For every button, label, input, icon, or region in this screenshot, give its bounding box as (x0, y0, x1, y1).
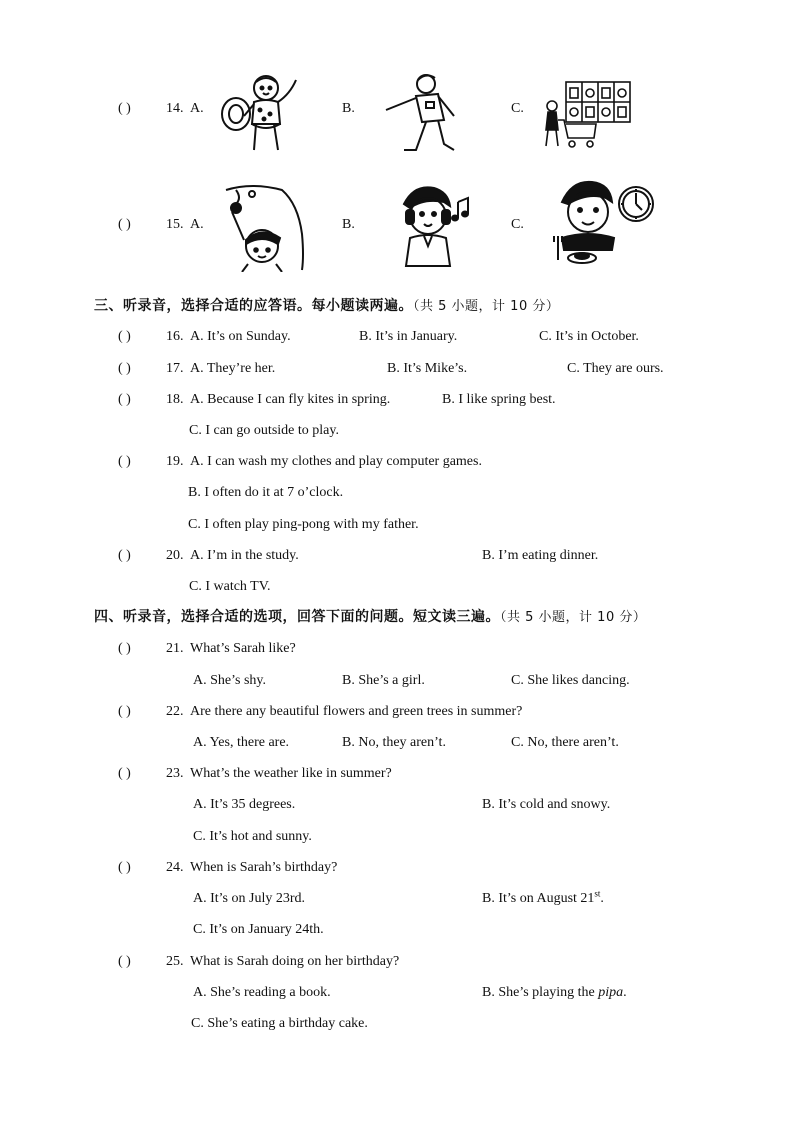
question-number: 19. (166, 454, 184, 469)
option-a[interactable]: A. It’s 35 degrees. (193, 797, 296, 812)
question-number: 15. (166, 217, 184, 232)
shopping-illustration[interactable] (540, 80, 632, 150)
option-c[interactable]: C. No, there aren’t. (511, 735, 619, 750)
option-b-end: . (623, 985, 627, 1000)
picking-fruit-illustration[interactable] (222, 184, 308, 272)
question-text: What’s the weather like in summer? (190, 766, 392, 781)
option-b-superscript: st (594, 888, 601, 899)
question-text: What’s Sarah like? (190, 641, 296, 656)
question-number: 23. (166, 766, 184, 781)
option-c[interactable]: C. She’s eating a birthday cake. (191, 1016, 368, 1031)
question-text: When is Sarah’s birthday? (190, 860, 338, 875)
option-a[interactable]: A. I can wash my clothes and play computer games. (190, 454, 482, 469)
option-b[interactable]: B. I’m eating dinner. (482, 548, 599, 563)
option-label-b: B. (342, 217, 355, 232)
answer-blank[interactable]: ( ) (118, 860, 131, 875)
option-c[interactable]: C. I often play ping-pong with my father. (188, 517, 419, 532)
answer-blank[interactable]: ( ) (118, 392, 131, 407)
option-b[interactable]: B. No, they aren’t. (342, 735, 446, 750)
question-number: 21. (166, 641, 184, 656)
question-number: 17. (166, 361, 184, 376)
answer-blank[interactable]: ( ) (118, 548, 131, 563)
option-c[interactable]: C. It’s in October. (539, 329, 639, 344)
option-c[interactable]: C. It’s on January 24th. (193, 922, 324, 937)
option-a[interactable]: A. They’re her. (190, 361, 276, 376)
listening-music-illustration[interactable] (394, 184, 474, 270)
option-label-a: A. (190, 101, 204, 116)
option-b-italic-word: pipa (598, 985, 624, 1000)
option-label-c: C. (511, 101, 524, 116)
answer-blank[interactable]: ( ) (118, 766, 131, 781)
answer-blank[interactable]: ( ) (118, 954, 131, 969)
option-b[interactable] (482, 985, 627, 1001)
option-a[interactable]: A. Because I can fly kites in spring. (190, 392, 391, 407)
section-4-title (94, 609, 646, 626)
question-number: 18. (166, 392, 184, 407)
question-number: 20. (166, 548, 184, 563)
option-b-text: B. It’s on August 21 (482, 891, 595, 906)
section-3-title (94, 298, 559, 315)
answer-blank[interactable]: ( ) (118, 217, 131, 232)
option-b-end: . (600, 891, 604, 906)
option-b[interactable]: B. She’s a girl. (342, 673, 425, 688)
option-a[interactable]: A. She’s shy. (193, 673, 266, 688)
question-number: 24. (166, 860, 184, 875)
walking-man-illustration[interactable] (382, 72, 462, 154)
option-a[interactable]: A. Yes, there are. (193, 735, 290, 750)
option-label-c: C. (511, 217, 524, 232)
option-b[interactable] (482, 888, 604, 907)
option-a[interactable]: A. I’m in the study. (190, 548, 299, 563)
answer-blank[interactable]: ( ) (118, 329, 131, 344)
option-b-text: B. She’s playing the (482, 985, 595, 1000)
option-c[interactable]: C. I watch TV. (189, 579, 271, 594)
option-label-b: B. (342, 101, 355, 116)
option-c[interactable]: C. I can go outside to play. (189, 423, 339, 438)
option-b[interactable]: B. It’s Mike’s. (387, 361, 468, 376)
option-b[interactable]: B. I often do it at 7 o’clock. (188, 485, 344, 500)
option-b[interactable]: B. It’s in January. (359, 329, 458, 344)
option-c[interactable]: C. She likes dancing. (511, 673, 630, 688)
question-number: 22. (166, 704, 184, 719)
question-number: 25. (166, 954, 184, 969)
option-a[interactable]: A. It’s on July 23rd. (193, 891, 305, 906)
swimming-child-illustration[interactable] (218, 72, 304, 154)
answer-blank[interactable]: ( ) (118, 641, 131, 656)
question-number: 16. (166, 329, 184, 344)
option-c[interactable]: C. It’s hot and sunny. (193, 829, 312, 844)
answer-blank[interactable]: ( ) (118, 101, 131, 116)
option-a[interactable]: A. It’s on Sunday. (190, 329, 291, 344)
option-label-a: A. (190, 217, 204, 232)
question-text: What is Sarah doing on her birthday? (190, 954, 400, 969)
section-3-score-note: （共 5 小题，计 10 分） (413, 299, 560, 314)
option-b[interactable]: B. It’s cold and snowy. (482, 797, 611, 812)
answer-blank[interactable]: ( ) (118, 361, 131, 376)
answer-blank[interactable]: ( ) (118, 704, 131, 719)
question-text: Are there any beautiful flowers and green trees in summer? (190, 704, 523, 719)
eating-dinner-illustration[interactable] (552, 180, 656, 272)
section-4-heading: 四、听录音，选择合适的选项，回答下面的问题。短文读三遍。 (94, 609, 500, 625)
question-number: 14. (166, 101, 184, 116)
answer-blank[interactable]: ( ) (118, 454, 131, 469)
section-3-heading: 三、听录音，选择合适的应答语。每小题读两遍。 (94, 298, 413, 314)
section-4-score-note: （共 5 小题，计 10 分） (500, 610, 647, 625)
option-c[interactable]: C. They are ours. (567, 361, 664, 376)
option-b[interactable]: B. I like spring best. (442, 392, 556, 407)
option-a[interactable]: A. She’s reading a book. (193, 985, 331, 1000)
